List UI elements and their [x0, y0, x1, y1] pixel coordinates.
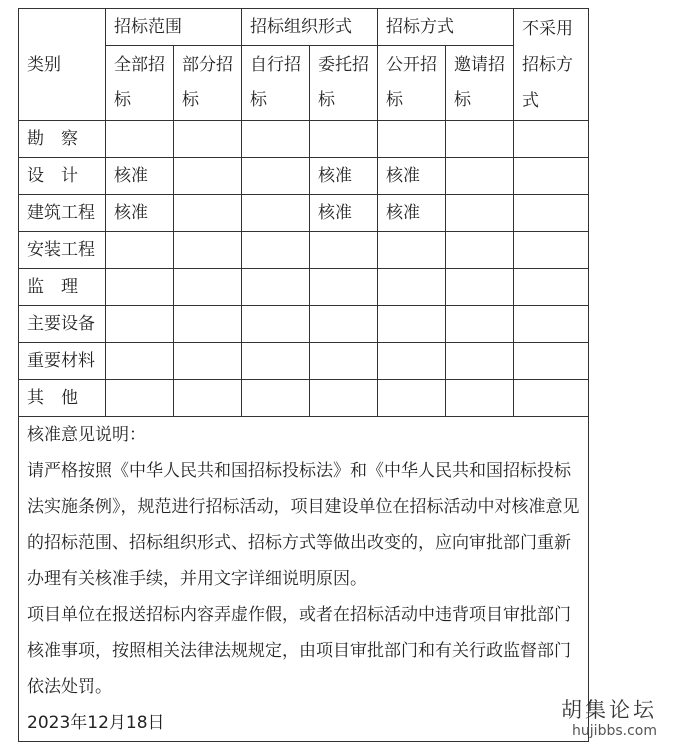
table-row — [19, 380, 589, 417]
notes-paragraph-2: 项目单位在报送招标内容弄虚作假，或者在招标活动中违背项目审批部门核准事项，按照相关法律法规规定，由项目审批部门和有关行政监督部门依法处罚。 — [27, 605, 571, 697]
cell-none — [514, 232, 589, 269]
table-row — [19, 232, 589, 269]
cell-none — [514, 195, 589, 232]
org-self-header: 自行招标 — [242, 46, 310, 121]
cell-invited — [446, 121, 514, 158]
cell-full: 核准 — [106, 158, 174, 195]
cell-entrusted — [310, 380, 378, 417]
row-label: 其 他 — [19, 380, 106, 417]
notes-paragraph-1: 请严格按照《中华人民共和国招标投标法》和《中华人民共和国招标投标法实施条例》，规范进行招标活动，项目建设单位在招标活动中对核准意见的招标范围、招标组织形式、招标方式等做出改变的，应向审批部门重新办理有关核准手续，并用文字详细说明原因。 — [27, 461, 580, 589]
approval-date: 2023年12月18日 — [27, 713, 165, 733]
cell-open — [378, 306, 446, 343]
cell-self — [242, 306, 310, 343]
cell-entrusted — [310, 269, 378, 306]
cell-full — [106, 306, 174, 343]
cell-invited — [446, 343, 514, 380]
cell-partial — [174, 121, 242, 158]
watermark-url: hujibbs.com — [572, 723, 657, 739]
cell-open — [378, 343, 446, 380]
site-watermark — [561, 698, 657, 740]
cell-partial — [174, 269, 242, 306]
scope-full-header: 全部招标 — [106, 46, 174, 121]
cell-none — [514, 269, 589, 306]
table-row — [19, 343, 589, 380]
cell-none — [514, 158, 589, 195]
cell-none — [514, 380, 589, 417]
cell-open — [378, 232, 446, 269]
cell-partial — [174, 158, 242, 195]
org-entrusted-header: 委托招标 — [310, 46, 378, 121]
cell-entrusted: 核准 — [310, 158, 378, 195]
cell-self — [242, 269, 310, 306]
row-label: 监 理 — [19, 269, 106, 306]
cell-invited — [446, 269, 514, 306]
cell-self — [242, 195, 310, 232]
cell-self — [242, 380, 310, 417]
row-label: 重要材料 — [19, 343, 106, 380]
cell-none — [514, 306, 589, 343]
notes-title: 核准意见说明： — [27, 425, 146, 445]
row-label: 设 计 — [19, 158, 106, 195]
cell-entrusted — [310, 343, 378, 380]
row-label: 主要设备 — [19, 306, 106, 343]
cell-partial — [174, 343, 242, 380]
cell-full: 核准 — [106, 195, 174, 232]
category-header: 类别 — [19, 9, 106, 121]
cell-partial — [174, 380, 242, 417]
cell-partial — [174, 306, 242, 343]
cell-self — [242, 232, 310, 269]
table-row — [19, 269, 589, 306]
cell-open — [378, 380, 446, 417]
no-bidding-header: 不采用招标方式 — [514, 9, 589, 121]
approval-notes — [19, 417, 589, 742]
cell-full — [106, 232, 174, 269]
cell-invited — [446, 195, 514, 232]
cell-open — [378, 121, 446, 158]
organization-header: 招标组织形式 — [242, 9, 378, 46]
scope-partial-header: 部分招标 — [174, 46, 242, 121]
cell-invited — [446, 232, 514, 269]
cell-self — [242, 121, 310, 158]
cell-open: 核准 — [378, 158, 446, 195]
table-row — [19, 306, 589, 343]
cell-entrusted — [310, 306, 378, 343]
method-invited-header: 邀请招标 — [446, 46, 514, 121]
cell-entrusted — [310, 232, 378, 269]
cell-none — [514, 343, 589, 380]
cell-self — [242, 343, 310, 380]
cell-open: 核准 — [378, 195, 446, 232]
method-open-header: 公开招标 — [378, 46, 446, 121]
cell-invited — [446, 158, 514, 195]
cell-self — [242, 158, 310, 195]
row-label: 建筑工程 — [19, 195, 106, 232]
watermark-name: 胡集论坛 — [561, 698, 657, 722]
table-row — [19, 158, 589, 195]
cell-full — [106, 343, 174, 380]
cell-invited — [446, 380, 514, 417]
table-row — [19, 121, 589, 158]
cell-open — [378, 269, 446, 306]
scope-header: 招标范围 — [106, 9, 242, 46]
cell-partial — [174, 232, 242, 269]
cell-partial — [174, 195, 242, 232]
cell-entrusted: 核准 — [310, 195, 378, 232]
method-header: 招标方式 — [378, 9, 514, 46]
table-row — [19, 195, 589, 232]
row-label: 安装工程 — [19, 232, 106, 269]
cell-full — [106, 269, 174, 306]
row-label: 勘 察 — [19, 121, 106, 158]
cell-none — [514, 121, 589, 158]
bidding-approval-table — [18, 8, 589, 742]
cell-full — [106, 121, 174, 158]
cell-invited — [446, 306, 514, 343]
cell-entrusted — [310, 121, 378, 158]
cell-full — [106, 380, 174, 417]
